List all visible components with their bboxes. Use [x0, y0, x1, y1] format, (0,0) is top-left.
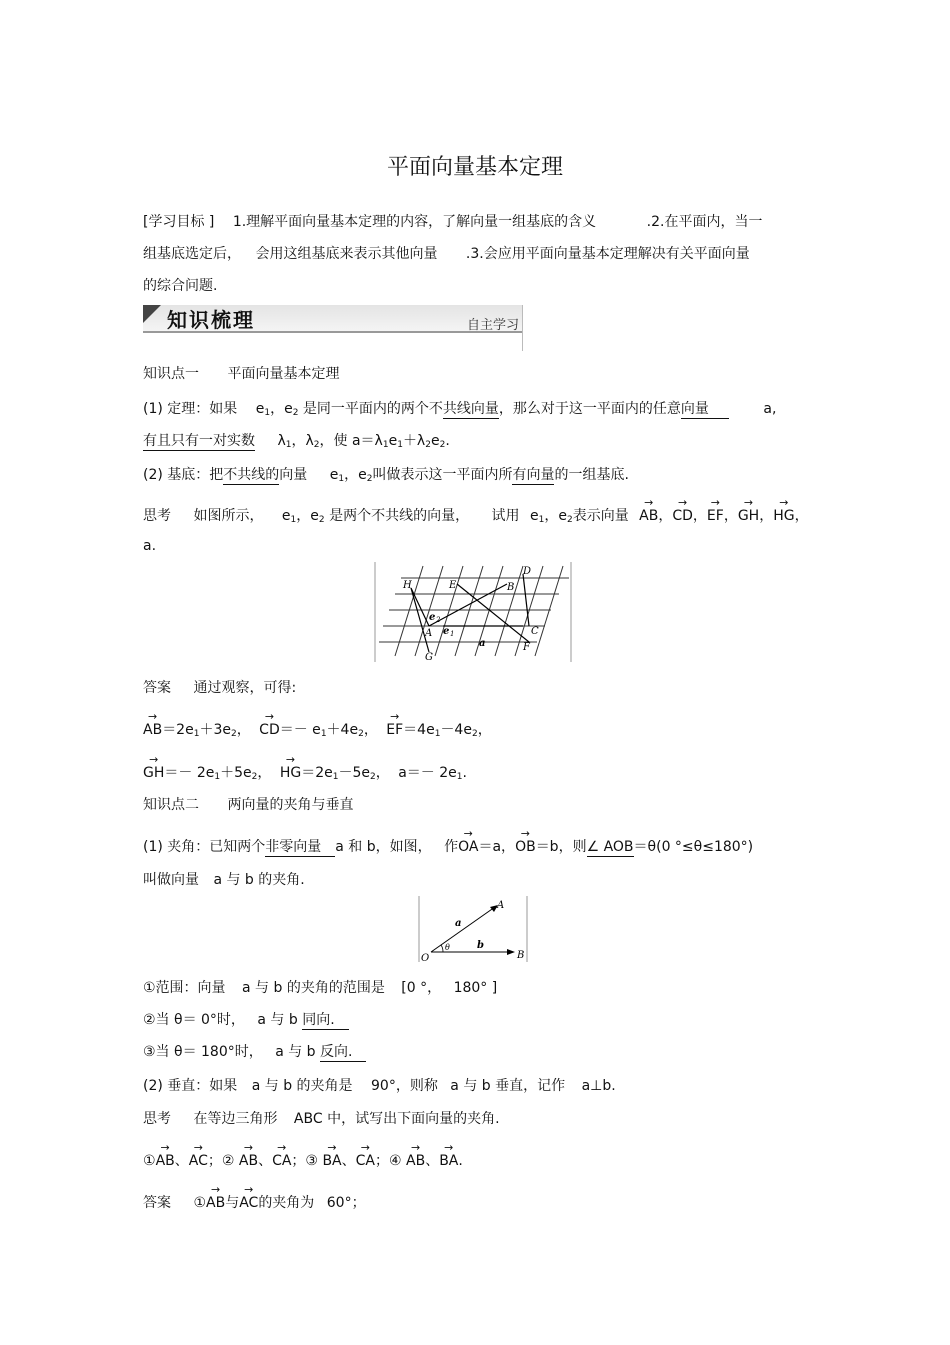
k1-answer-intro: [143, 677, 296, 697]
objective-1: 1.理解平面向量基本定理的内容，了解向量一组基底的含义: [232, 214, 597, 230]
k2-heading-label: 知识点二: [143, 797, 199, 813]
ans-vec-GH: → GH: [143, 765, 164, 781]
section-banner: [143, 305, 523, 351]
item4-vec-BA: → BA: [439, 1153, 458, 1169]
objectives-line-2: [143, 243, 750, 263]
e1-e2-think: $e_1$，$e_2$: [281, 508, 325, 525]
grid-figure: [373, 562, 573, 662]
k2-angle-range: ＝θ(0 °≤θ≤180°): [633, 839, 754, 855]
k1-theorem-line-2: 有且只有一对实数 $\lambda_1$，$\lambda_2$，使 $a=\lambda_1e_1+\lambda_2e_2$.: [143, 433, 450, 450]
k2-think-text-1: 在等边三角形: [193, 1111, 278, 1127]
fig1-label-F: F: [523, 642, 530, 653]
k1-blank-noncollinear-2: 不共线的: [223, 467, 280, 483]
k2-theta-0: ②当 θ＝ 0°时，: [143, 1012, 245, 1028]
fig2-arrow-b-icon: [507, 949, 515, 955]
k1-heading-title: 平面向量基本定理: [227, 366, 340, 382]
k1-theorem-text-3: ，那么对于这一平面内的任意: [498, 401, 681, 417]
vec-HG: → HG: [773, 508, 794, 524]
k2-same-direction-line: [143, 1009, 349, 1029]
fig2-label-a: a: [455, 918, 462, 929]
k2-perp-text-3: 90°，则称: [371, 1078, 438, 1094]
k1-eq-5: .: [445, 433, 450, 449]
k2-answer-label: 答案: [143, 1195, 171, 1211]
fig1-label-G: G: [425, 652, 433, 662]
k2-range-end: 180° ]: [453, 980, 498, 996]
vec-OB: → OB: [515, 839, 536, 855]
fig1-label-D: D: [523, 566, 532, 577]
k1-heading-label: 知识点一: [143, 366, 199, 382]
ans2-vec-AB: → AB: [206, 1195, 225, 1211]
objective-3: .3.会应用平面向量基本定理解决有关平面向量: [465, 246, 750, 262]
ans-vec-EF: → EF: [386, 722, 403, 738]
k1-basis-text-4: 的一组基底.: [554, 467, 629, 483]
k1-blank-all-vectors: 有向量: [512, 467, 555, 483]
fig2-label-B: B: [517, 950, 525, 961]
k1-theorem-text: (1) 定理：如果: [143, 401, 238, 417]
k2-think-items: ①→ AB、→ AC；② → AB、→ CA；③ → BA、→ CA；④ → AB、→ BA.: [143, 1150, 463, 1170]
fig1-label-H: H: [403, 580, 412, 591]
k1-think-text-3: 试用: [491, 508, 520, 524]
item3-vec-BA: → BA: [322, 1153, 341, 1169]
k1-answer-intro-text: 通过观察，可得:: [193, 680, 297, 696]
objective-2-end: 会用这组基底来表示其他向量: [255, 246, 438, 262]
fig2-label-A: A: [497, 900, 505, 911]
k2-angle-text-5: a 与 b 的夹角.: [213, 872, 305, 888]
k2-think-line-1: [143, 1108, 500, 1128]
k1-think-line-2: a.: [143, 538, 157, 554]
k2-a-b: a 与 b: [257, 1012, 298, 1028]
objective-2-cont: 组基底选定后，: [143, 246, 241, 262]
item4-vec-AB: → AB: [406, 1153, 425, 1169]
k1-blank-unique-pair: 有且只有一对实数: [143, 433, 255, 449]
k2-perp-text: (2) 垂直：如果: [143, 1078, 238, 1094]
k2-blank-nonzero: 非零向量: [265, 839, 335, 857]
k1-eq-3: ＋λ: [402, 433, 426, 449]
fig2-ray-oa: [431, 907, 495, 952]
k2-a-b-2: a 与 b: [275, 1044, 316, 1060]
k1-blank-vector: 向量: [681, 401, 729, 419]
fig1-label-a: a: [479, 638, 486, 649]
e1-e2-basis: $e_1$，$e_2$: [329, 467, 373, 484]
k2-answer-value: 60°；: [326, 1195, 366, 1211]
k2-range-line: [143, 977, 497, 997]
fig2-label-theta: θ: [445, 943, 450, 952]
k1-think-text-4: 表示向量: [572, 508, 629, 524]
k1-think-text-2: 是两个不共线的向量，: [329, 508, 470, 524]
k2-perp-text-2: a 与 b 的夹角是: [251, 1078, 353, 1094]
objectives-line-1: [143, 211, 762, 231]
k1-basis-text-3: 叫做表示这一平面内所: [372, 467, 513, 483]
fig1-sub-2: 2: [436, 616, 441, 624]
vec-OA: → OA: [458, 839, 478, 855]
banner-divider: [522, 305, 523, 351]
objectives-line-3: 的综合问题.: [143, 278, 218, 294]
k1-answer-label: 答案: [143, 680, 171, 696]
k1-eq-4: e: [430, 433, 440, 449]
k2-angle-text-2: a 和 b，如图，: [335, 839, 432, 855]
fig1-label-e2: e: [429, 612, 436, 623]
k2-opposite-direction-line: [143, 1041, 366, 1061]
k2-perp-notation: a⊥b.: [581, 1078, 616, 1094]
item1-vec-AB: → AB: [156, 1153, 175, 1169]
objectives-label: [学习目标 ]: [143, 214, 215, 230]
k1-think-line-1: 思考 如图所示， $e_1$，$e_2$ 是两个不共线的向量， 试用 $e_1$，$e_2$表示向量 → AB，→ CD，→ EF，→ GH，→ HG，: [143, 505, 809, 525]
vec-EF: → EF: [707, 508, 724, 524]
item2-vec-CA: → CA: [272, 1153, 291, 1169]
banner-title: 知识梳理: [167, 308, 255, 332]
k2-perp-line: [143, 1075, 616, 1095]
k1-theorem-line-1: [143, 398, 776, 418]
k2-range-text: a 与 b 的夹角的范围是: [242, 980, 385, 996]
k2-answer-line: 答案 ①→ AB与→ AC的夹角为 60°；: [143, 1192, 366, 1212]
vec-CD: → CD: [672, 508, 693, 524]
k2-blank-same-direction: 同向.: [302, 1012, 348, 1030]
ans-vec-HG: → HG: [280, 765, 301, 781]
fig1-label-e1: e: [443, 626, 450, 637]
k1-basis-line: [143, 464, 629, 484]
fig2-angle-arc: [441, 945, 443, 952]
k1-theorem-a: a,: [763, 401, 777, 417]
k2-perp-text-4: a 与 b 垂直，记作: [450, 1078, 566, 1094]
k2-range-label: ①范围：向量: [143, 980, 226, 996]
vec-GH: → GH: [738, 508, 759, 524]
k1-theorem-text-2: 是同一平面内的两个不: [302, 401, 443, 417]
e1-e2-think-2: $e_1$，$e_2$: [529, 508, 573, 525]
fig1-label-C: C: [531, 626, 539, 637]
fig1-label-A: A: [425, 628, 433, 639]
k1-heading: [143, 363, 339, 383]
k2-angle-line-1: (1) 夹角：已知两个非零向量 a 和 b，如图， 作→ OA＝a，→ OB＝b，则∠ AOB＝θ(0 °≤θ≤180°): [143, 836, 753, 856]
k2-think-text-2: ABC 中，试写出下面向量的夹角.: [293, 1111, 500, 1127]
objective-2: .2.在平面内，当一: [646, 214, 763, 230]
k1-eq-1: ，使 a＝λ: [319, 433, 383, 449]
ans-vec-CD: → CD: [259, 722, 280, 738]
page-title: 平面向量基本定理: [386, 155, 563, 180]
fig1-label-E: E: [449, 580, 457, 591]
lambda-pair: $\lambda_1$，$\lambda_2$: [277, 433, 320, 450]
item2-vec-AB: → AB: [239, 1153, 258, 1169]
k2-angle-text-3: 作: [444, 839, 459, 855]
k2-heading-title: 两向量的夹角与垂直: [227, 797, 354, 813]
k2-angle-text: (1) 夹角：已知两个: [143, 839, 266, 855]
banner-subtitle: 自主学习: [466, 318, 519, 333]
fig2-label-b: b: [477, 940, 484, 951]
k1-think-label: 思考: [143, 508, 171, 524]
banner-triangle-icon: [143, 305, 161, 323]
k2-think-label: 思考: [143, 1111, 171, 1127]
k1-basis-text: (2) 基底：把: [143, 467, 224, 483]
k2-blank-opposite-direction: 反向.: [320, 1044, 366, 1062]
angle-figure: [417, 896, 529, 962]
ans-vec-AB: → AB: [143, 722, 162, 738]
k1-answer-row-1: → $AB=2e_1+3e_2$， → $CD=- e_1+4e_2$， → $EF=4e_1-4e_2$，: [143, 719, 492, 739]
e1-e2: $e_1$，$e_2$: [255, 401, 299, 418]
ans2-vec-AC: → AC: [239, 1195, 258, 1211]
k2-angle-line-2: [143, 869, 305, 889]
k2-blank-angle-aob: ∠ AOB: [586, 839, 634, 855]
item1-vec-AC: → AC: [189, 1153, 208, 1169]
k1-think-text-1: 如图所示，: [193, 508, 264, 524]
ans-a: a＝－ 2e: [398, 765, 457, 781]
k1-blank-noncollinear: 共线向量: [442, 401, 499, 417]
k2-heading: [143, 794, 353, 814]
k2-angle-text-4: 叫做向量: [143, 872, 199, 888]
k1-eq-2: e: [388, 433, 398, 449]
k2-range-start: [0 °，: [401, 980, 442, 996]
item3-vec-CA: → CA: [356, 1153, 375, 1169]
k1-answer-row-2: → $GH=- 2e_1+5e_2$， → $HG=2e_1-5e_2$， $a=- 2e_1$.: [143, 762, 467, 782]
fig1-sub-1: 1: [450, 630, 455, 638]
k2-answer-text: 的夹角为: [258, 1195, 315, 1211]
vec-AB: → AB: [639, 508, 658, 524]
fig1-label-B: B: [507, 582, 515, 593]
fig2-label-O: O: [421, 953, 430, 962]
k1-basis-text-2: 向量: [279, 467, 308, 483]
k2-theta-180: ③当 θ＝ 180°时，: [143, 1044, 263, 1060]
